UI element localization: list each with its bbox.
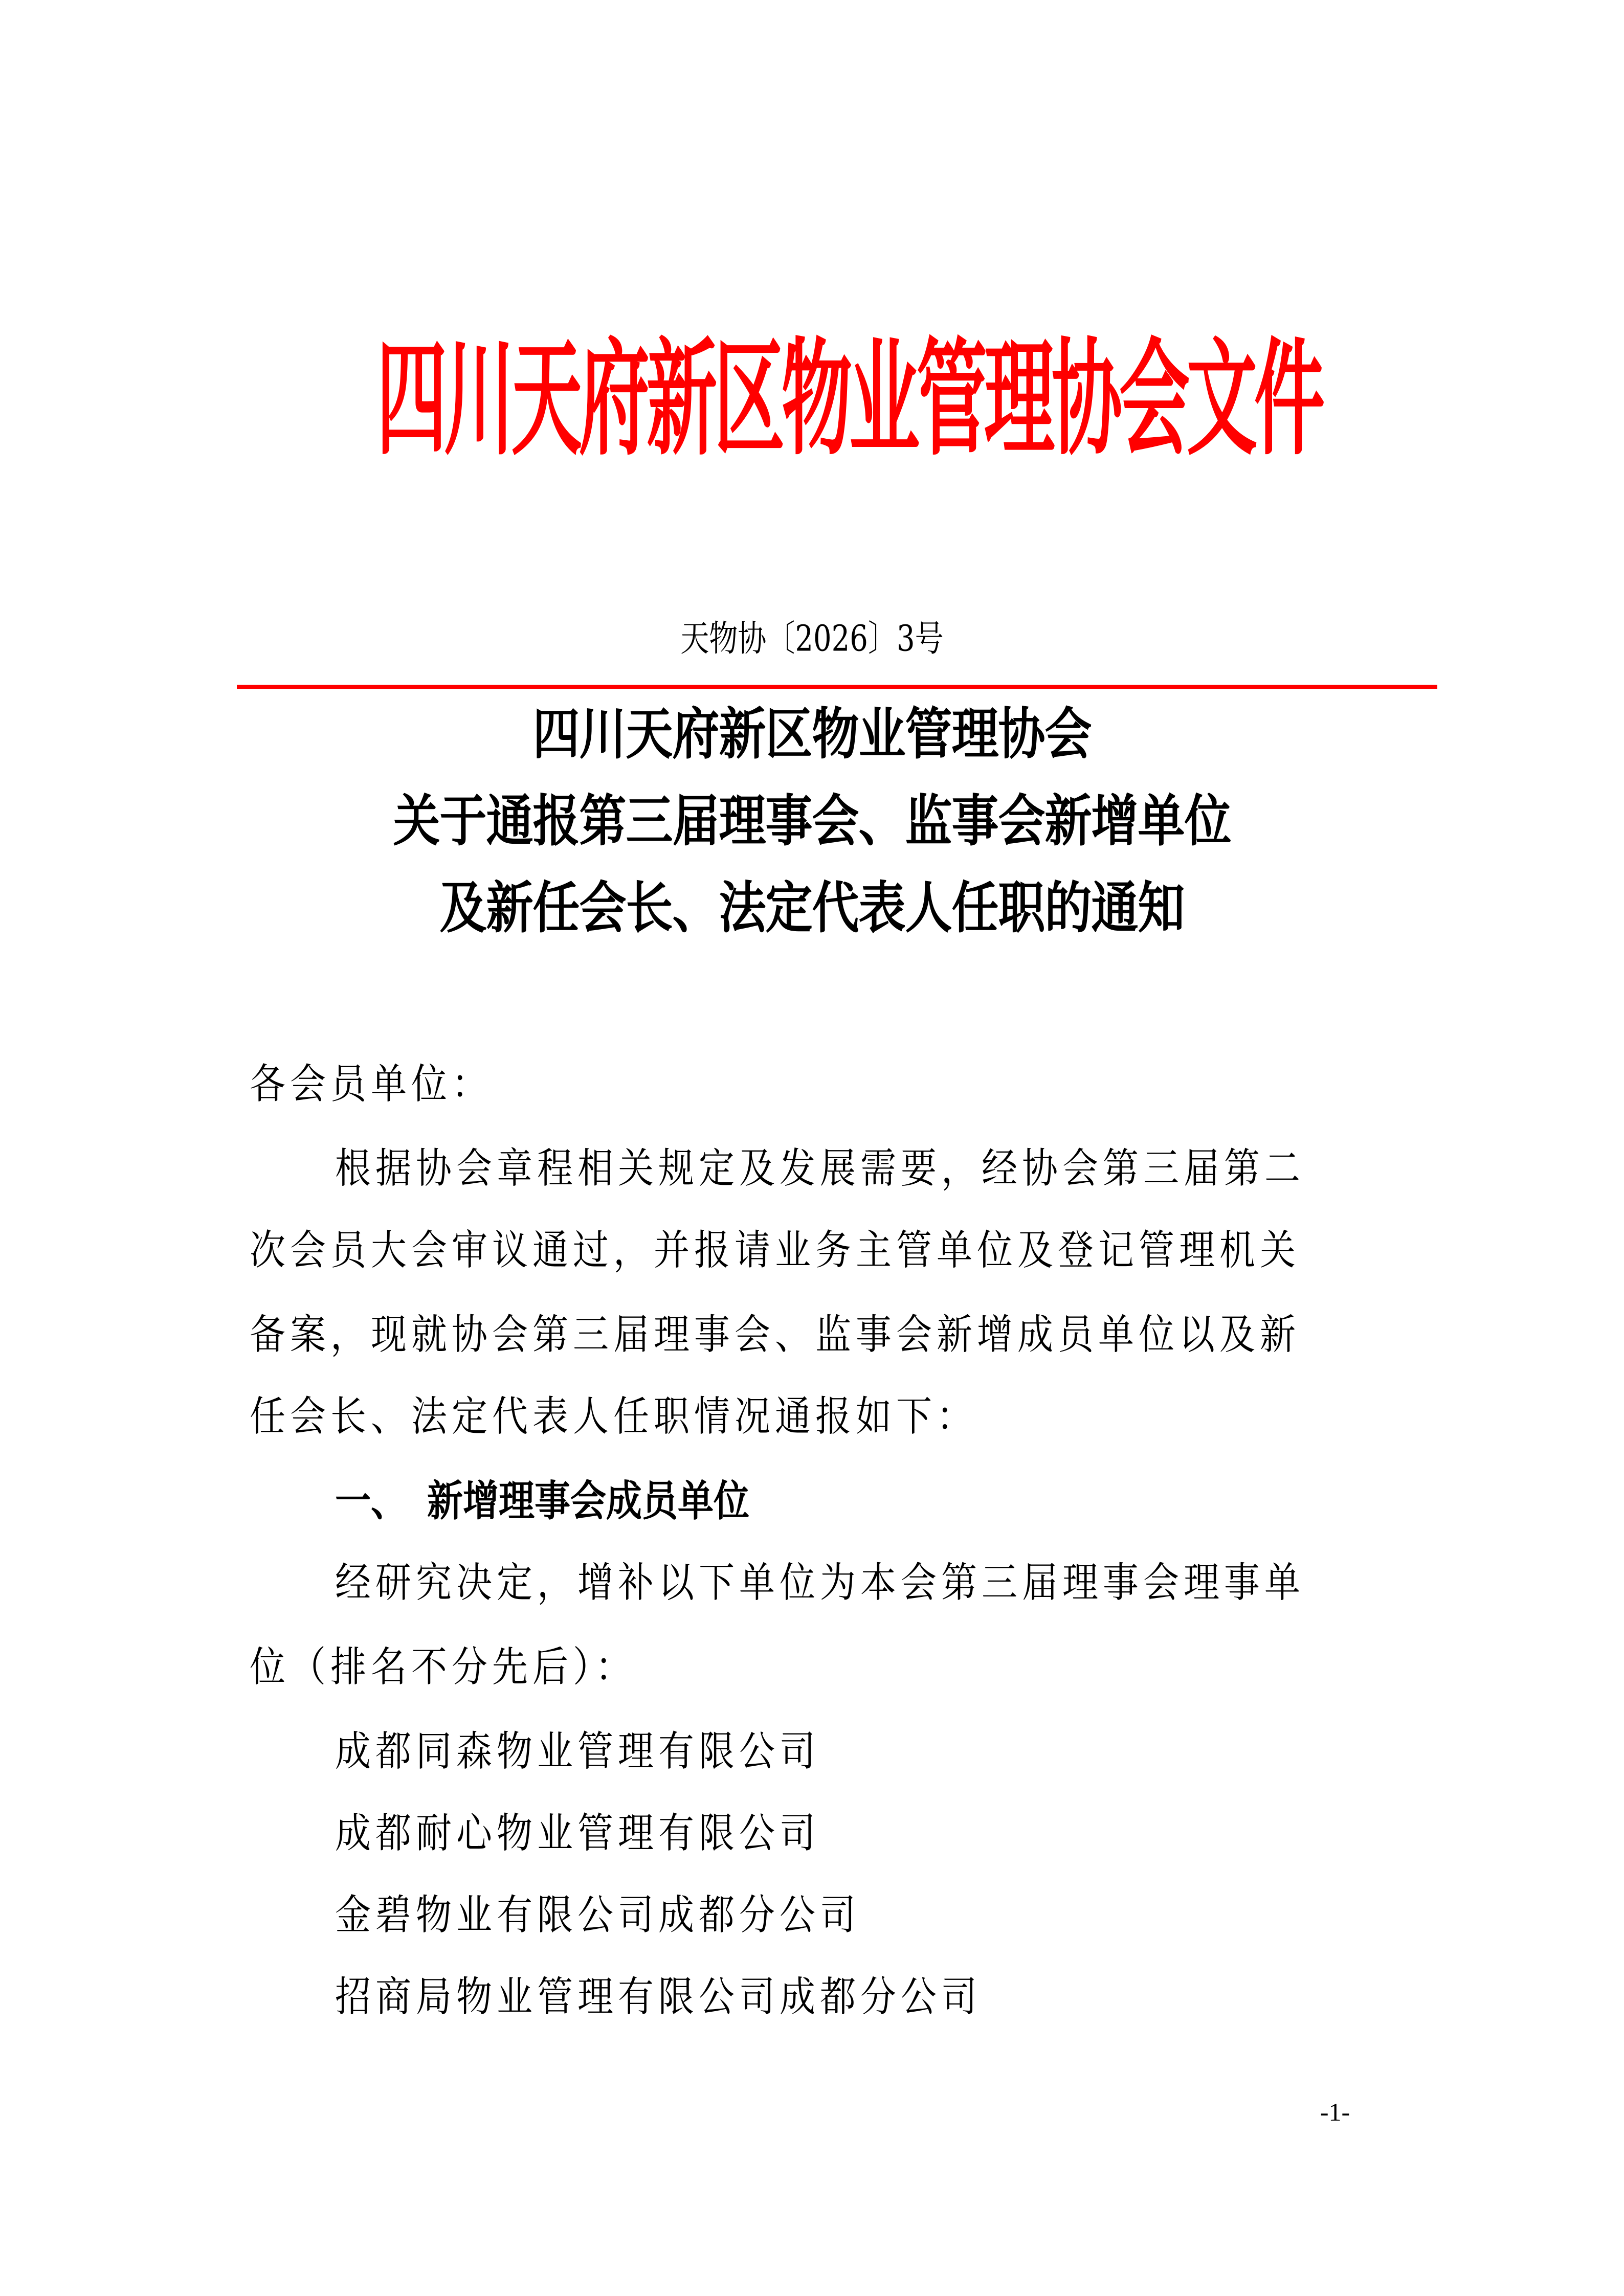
paragraph-text: 任会长、法定代表人任职情况通报如下： <box>250 1392 977 1441</box>
title-text: 四川天府新区物业管理协会 <box>532 701 1092 767</box>
section-heading <box>335 1476 749 1526</box>
section-paragraph-line <box>335 1558 1624 1607</box>
paragraph-text: 根据协会章程相关规定及发展需要，经协会第三届第二 <box>335 1144 1305 1193</box>
paragraph-text: 位（排名不分先后）： <box>250 1642 636 1692</box>
member-unit-name: 成都同森物业管理有限公司 <box>335 1727 820 1776</box>
document-number-text: 天物协〔2026〕3号 <box>680 618 944 660</box>
paragraph-text: 备案，现就协会第三届理事会、监事会新增成员单位以及新 <box>250 1310 1300 1359</box>
salutation-text: 各会员单位： <box>250 1060 492 1109</box>
red-divider-rule <box>237 685 1437 689</box>
section-number: 一、 <box>335 1476 407 1526</box>
title-text: 及新任会长、法定代表人任职的通知 <box>439 875 1185 940</box>
issuer-banner <box>338 324 1361 473</box>
issuer-banner-text: 四川天府新区物业管理协会文件 <box>376 324 1322 473</box>
paragraph-text: 次会员大会审议通过，并报请业务主管单位及登记管理机关 <box>250 1226 1300 1275</box>
member-unit-item <box>335 1972 1624 2021</box>
document-title-line-2 <box>0 790 1624 851</box>
paragraph-text: 经研究决定，增补以下单位为本会第三届理事会理事单 <box>335 1558 1305 1607</box>
intro-paragraph-line <box>250 1226 1624 1275</box>
member-unit-item <box>335 1727 1624 1776</box>
salutation <box>250 1060 1624 1109</box>
member-unit-item <box>335 1890 1624 1940</box>
intro-paragraph-line <box>250 1310 1624 1359</box>
member-unit-name: 金碧物业有限公司成都分公司 <box>335 1890 860 1940</box>
intro-paragraph-line <box>250 1392 1624 1441</box>
member-unit-name: 招商局物业管理有限公司成都分公司 <box>335 1972 982 2021</box>
member-unit-name: 成都耐心物业管理有限公司 <box>335 1809 820 1858</box>
document-title-line-3 <box>0 877 1624 938</box>
document-number <box>0 619 1624 660</box>
section-paragraph-line <box>250 1642 1624 1692</box>
member-unit-item <box>335 1809 1624 1858</box>
page-number: -1- <box>1320 2098 1350 2126</box>
intro-paragraph-line <box>335 1144 1624 1193</box>
document-title-line-1 <box>0 701 1624 767</box>
section-heading-text: 新增理事会成员单位 <box>427 1476 749 1526</box>
title-text: 关于通报第三届理事会、监事会新增单位 <box>393 788 1231 853</box>
